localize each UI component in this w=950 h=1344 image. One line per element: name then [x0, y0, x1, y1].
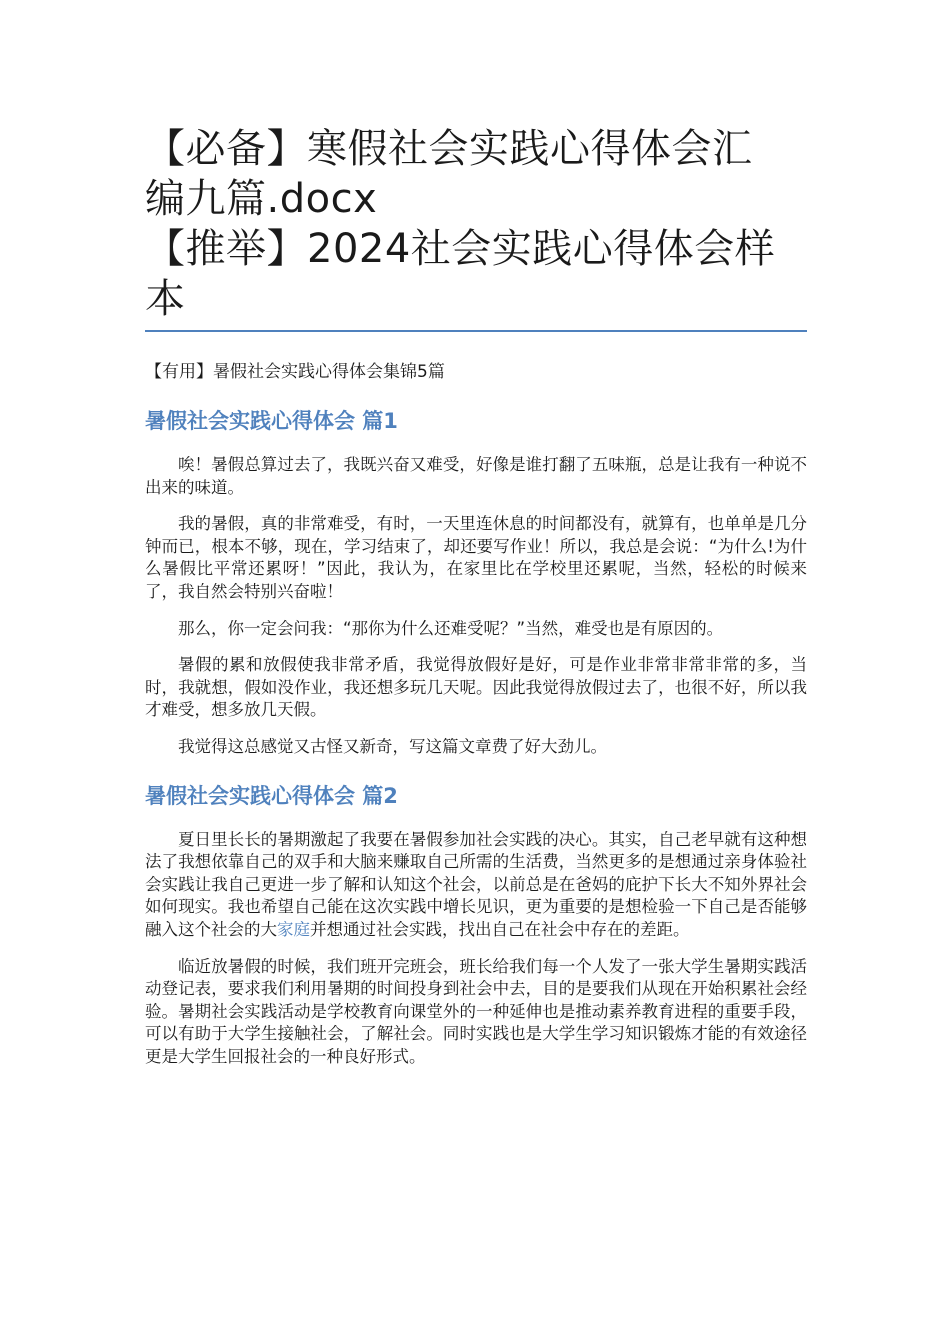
title-line-1: 【必备】寒假社会实践心得体会汇 [145, 126, 753, 172]
title-line-4: 本 [145, 276, 186, 322]
paragraph: 那么，你一定会问我：“那你为什么还难受呢？”当然，难受也是有原因的。 [178, 618, 724, 638]
title-block [145, 124, 807, 332]
title-line-2: 编九篇.docx [145, 176, 378, 222]
document-subtitle: 【有用】暑假社会实践心得体会集锦5篇 [145, 362, 445, 382]
document-title [145, 124, 807, 324]
paragraph: 临近放暑假的时候，我们班开完班会，班长给我们每一个人发了一张大学生暑期实践活动登记表，要求我们利用暑期的时间投身到社会中去，目的是要我们从现在开始积累社会经验。暑期社会实践活动是学校教育向课堂外的一种延伸也是推动素养教育进程的重要手段，可以有助于大学生接触社会，了解社会。同时实践也是大学生学习知识锻炼才能的有效途径更是大学生回报社会的一种良好形式。 [145, 956, 807, 1066]
paragraph-text: 夏日里长长的暑期激起了我要在暑假参加社会实践的决心。其实，自己老早就有这种想法了我想依靠自己的双手和大脑来赚取自己所需的生活费，当然更多的是想通过亲身体验社会实践让我自己更进一步了解和认知这个社会，以前总是在爸妈的庇护下长大不知外界社会如何现实。我也希望自己能在这次实践中增长见识，更为重要的是想检验一下自己是否能够融入这个社会的大 [145, 829, 807, 939]
section-heading-1: 暑假社会实践心得体会 篇1 [145, 409, 398, 433]
paragraph: 暑假的累和放假使我非常矛盾，我觉得放假好是好，可是作业非常非常非常的多，当时，我就想，假如没作业，我还想多玩几天呢。因此我觉得放假过去了，也很不好，所以我才难受，想多放几天假。 [145, 655, 807, 720]
title-line-3: 【推举】2024社会实践心得体会样 [145, 226, 776, 272]
paragraph-text: 并想通过社会实践，找出自己在社会中存在的差距。 [310, 919, 690, 939]
family-link[interactable]: 家庭 [277, 919, 310, 939]
paragraph-with-link [145, 829, 807, 942]
paragraph: 我的暑假，真的非常难受，有时，一天里连休息的时间都没有，就算有，也单单是几分钟而已，根本不够，现在，学习结束了，却还要写作业！所以，我总是会说：“为什么!为什么暑假比平常还累呀！”因此，我认为，在家里比在学校里还累呢，当然，轻松的时候来了，我自然会特别兴奋啦！ [145, 514, 807, 601]
section-heading-2: 暑假社会实践心得体会 篇2 [145, 783, 398, 808]
paragraph: 我觉得这总感觉又古怪又新奇，写这篇文章费了好大劲儿。 [178, 736, 607, 756]
paragraph: 唉！暑假总算过去了，我既兴奋又难受，好像是谁打翻了五味瓶，总是让我有一种说不出来的味道。 [145, 455, 807, 497]
document-page [145, 124, 807, 1068]
